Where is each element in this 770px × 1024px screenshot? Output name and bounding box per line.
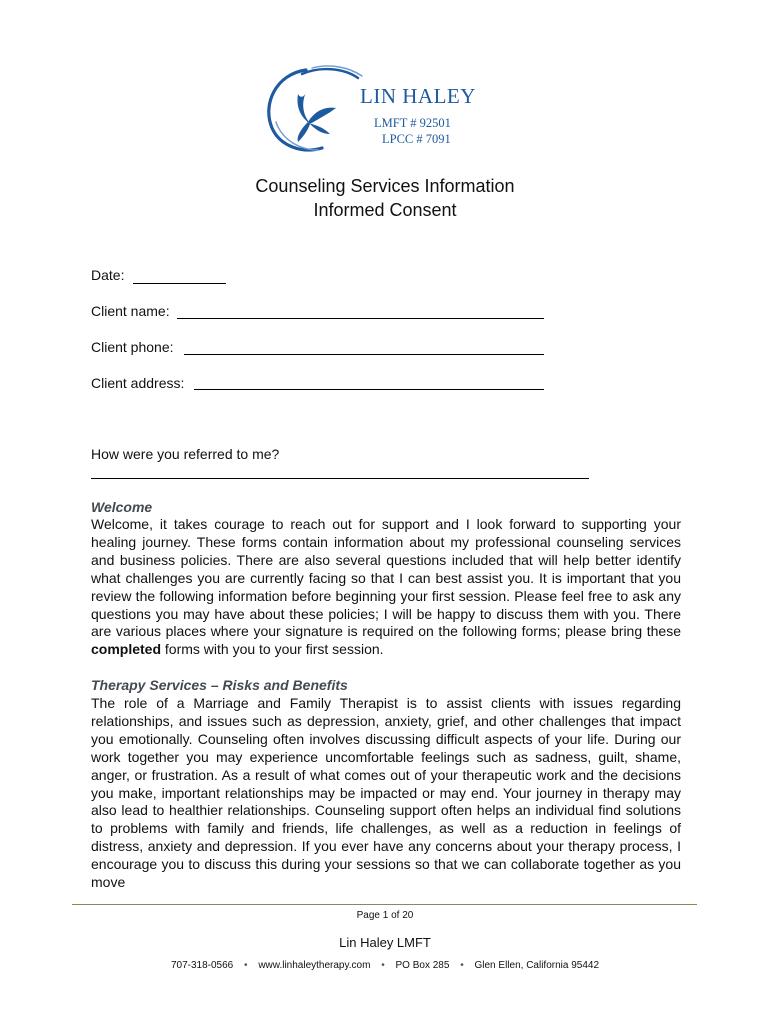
welcome-text: Welcome, it takes courage to reach out for support and I look forward to supporting your healing journey. These forms contain information about my professional counseling services and business policies. There are also several questions included that will help better identify what challenges you are currently facing so that I can best assist you. It is important that you review the following information before beginning your first session. Please feel free to ask any questions you may have about these policies; I will be happy to discuss them with you. There are various places where your signature is required on the following forms; please bring these: [91, 516, 681, 640]
page-subtitle: Informed Consent: [313, 200, 457, 220]
referral-label: How were you referred to me?: [91, 446, 280, 462]
license-lmft: LMFT # 92501: [374, 116, 451, 130]
client-address-label: Client address:: [91, 375, 185, 391]
therapy-heading: Therapy Services – Risks and Benefits: [91, 677, 348, 693]
footer-phone: 707-318-0566: [170, 960, 234, 971]
footer-divider: [72, 904, 697, 905]
date-label: Date:: [91, 267, 125, 283]
welcome-bold-text: completed: [91, 641, 162, 658]
welcome-heading: Welcome: [91, 499, 153, 515]
footer-separator: •: [460, 960, 464, 971]
license-lpcc: LPCC # 7091: [382, 132, 451, 146]
footer-name: Lin Haley LMFT: [339, 935, 431, 950]
client-address-field[interactable]: [194, 389, 544, 390]
client-name-field[interactable]: [177, 318, 544, 319]
footer-po-box: PO Box 285: [395, 960, 450, 971]
client-phone-field[interactable]: [184, 354, 544, 355]
client-phone-label: Client phone:: [91, 339, 174, 355]
referral-field[interactable]: [91, 478, 589, 479]
logo: [262, 64, 502, 156]
footer-website[interactable]: www.linhaleytherapy.com: [258, 960, 371, 971]
therapy-paragraph: The role of a Marriage and Family Therapist is to assist clients with issues regarding relationships, and issues such as depression, anxiety, grief, and other challenges that impact you emotionally. Counseling often involves discussing difficult aspects of your life. During our work together you may experience uncomfortable feelings such as sadness, guilt, shame, anger, or frustration. As a result of what comes out of your therapeutic work and the decisions you make, important relationships may be impacted or may end. Your journey in therapy may also lead to healthier relationships. Counseling support often helps an individual find solutions to problems with family and friends, life challenges, as well as a reduction in feelings of distress, anxiety and depression. If you ever have any concerns about your therapy process, I encourage you to discuss this during your sessions so that we can collaborate together as you move: [91, 695, 681, 891]
client-name-label: Client name:: [91, 303, 170, 319]
butterfly-logo-icon: [262, 64, 372, 156]
page-title: Counseling Services Information: [255, 176, 515, 196]
welcome-paragraph: [91, 516, 681, 659]
footer-separator: •: [381, 960, 385, 971]
footer-contact: [0, 960, 770, 971]
footer-separator: •: [244, 960, 248, 971]
footer-city: Glen Ellen, California 95442: [474, 960, 600, 971]
logo-name: LIN HALEY: [360, 84, 476, 108]
page-number: Page 1 of 20: [356, 910, 414, 921]
date-field[interactable]: [133, 283, 226, 284]
welcome-text-end: forms with you to your first session.: [161, 641, 384, 658]
